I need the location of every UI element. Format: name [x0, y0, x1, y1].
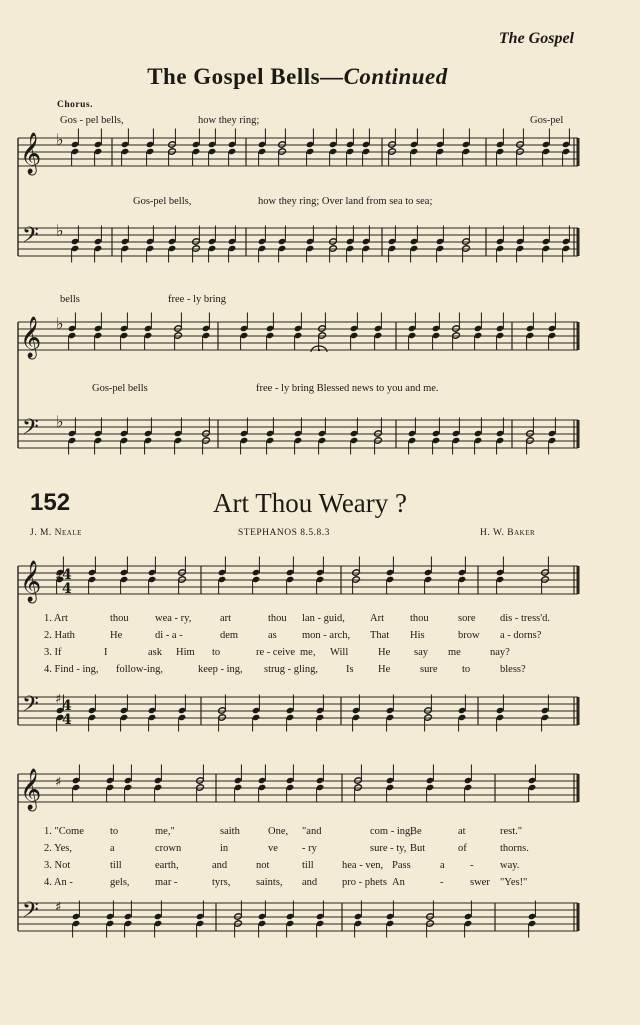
verse-word: in — [220, 843, 229, 854]
verse-word: 2. Yes, — [44, 843, 73, 854]
verse-word: till — [110, 860, 122, 871]
verse-word: a — [440, 860, 445, 871]
verse-word: di - a - — [155, 630, 183, 641]
verse-word: brow — [458, 630, 480, 641]
song2-title: Art Thou Weary ? — [212, 488, 408, 518]
verse-word: wea - ry, — [155, 613, 192, 624]
verse-word: - — [470, 860, 474, 871]
hymn-number: 152 — [30, 489, 71, 516]
verse-word: to — [110, 826, 119, 837]
treble-clef: 𝄞 — [20, 561, 42, 602]
verse-word: not — [256, 860, 270, 871]
verse-word: pro - phets — [342, 877, 387, 888]
flat-sign: ♭ — [56, 130, 64, 149]
verse-word: art — [220, 613, 232, 624]
s1-lyric-top: free - ly bring — [168, 294, 227, 305]
treble-clef: 𝄞 — [20, 769, 42, 810]
verse-word: way. — [500, 860, 520, 871]
verse-word: Is — [346, 664, 354, 675]
bass-clef: 𝄢 — [22, 898, 39, 928]
verse-word: "Yes!" — [500, 877, 528, 888]
verse-word: thorns. — [500, 843, 529, 854]
verse-word: me — [448, 647, 461, 658]
verse-word: to — [462, 664, 471, 675]
verse-word: 3. Not — [44, 860, 71, 871]
sharp-sign: ♯ — [55, 900, 62, 915]
verse-word: Be — [410, 826, 422, 837]
verse-word: 4. Find - ing, — [44, 664, 99, 675]
treble-clef: 𝄞 — [20, 133, 42, 174]
song1-title-continued: Continued — [343, 64, 448, 89]
verse-word: and — [212, 860, 228, 871]
verse-word: "and — [302, 826, 322, 837]
verse-word: a - dorns? — [500, 630, 542, 641]
bass-clef: 𝄢 — [22, 223, 39, 253]
flat-sign: ♭ — [56, 314, 64, 333]
song1-title-main: The Gospel Bells— — [147, 64, 344, 89]
verse-word: swer — [470, 877, 490, 888]
verse-word: - — [440, 877, 444, 888]
bass-clef: 𝄢 — [22, 692, 39, 722]
verse-word: till — [302, 860, 314, 871]
s1-lyric-mid: free - ly bring Blessed news to you and me. — [256, 383, 439, 394]
verse-word: Will — [330, 647, 349, 658]
verse-word: thou — [110, 613, 129, 624]
time-signature: 4 — [62, 567, 72, 583]
verse-word: But — [410, 843, 426, 854]
s1-lyric-top: Gos-pel — [530, 115, 564, 126]
sharp-sign: ♯ — [55, 692, 62, 707]
s1-lyric-top: Gos - pel bells, — [60, 115, 124, 126]
verse-word: crown — [155, 843, 182, 854]
verse-word: He — [378, 664, 391, 675]
verse-word: of — [458, 843, 467, 854]
verse-word: at — [458, 826, 466, 837]
section-header: The Gospel — [498, 30, 574, 47]
verse-word: dem — [220, 630, 239, 641]
composer-credit: H. W. Baker — [480, 528, 536, 538]
verse-word: follow-ing, — [116, 664, 163, 675]
verse-word: ask — [148, 647, 162, 658]
verse-word: 3. If — [44, 647, 62, 658]
verse-word: 2. Hath — [44, 630, 75, 641]
verse-word: thou — [268, 613, 287, 624]
verse-word: me," — [155, 826, 175, 837]
verse-word: Art — [370, 613, 384, 624]
tune-credit: STEPHANOS 8.5.8.3 — [238, 528, 330, 538]
bass-clef: 𝄢 — [22, 415, 39, 445]
verse-word: to — [212, 647, 221, 658]
verse-word: thou — [410, 613, 429, 624]
s1-lyric-top: how they ring; — [198, 115, 260, 126]
verse-word: That — [370, 630, 390, 641]
verse-word: I — [104, 647, 108, 658]
verse-word: re - ceive — [256, 647, 296, 658]
verse-word: say — [414, 647, 428, 658]
sharp-sign: ♯ — [55, 775, 62, 790]
verse-word: 1. Art — [44, 613, 68, 624]
verse-word: as — [268, 630, 277, 641]
verse-word: tyrs, — [212, 877, 231, 888]
s1-lyric-mid: Gos-pel bells — [92, 383, 148, 394]
verse-word: mon - arch, — [302, 630, 351, 641]
verse-word: saints, — [256, 877, 283, 888]
sharp-sign: ♯ — [55, 569, 62, 584]
verse-word: He — [378, 647, 391, 658]
verse-word: He — [110, 630, 123, 641]
verse-word: His — [410, 630, 425, 641]
verse-word: me, — [300, 647, 316, 658]
verse-word: bless? — [500, 664, 526, 675]
treble-clef: 𝄞 — [20, 317, 42, 358]
time-signature: 4 — [62, 581, 72, 597]
verse-word: and — [302, 877, 318, 888]
verse-word: mar - — [155, 877, 178, 888]
verse-word: a — [110, 843, 115, 854]
flat-sign: ♭ — [56, 412, 64, 431]
verse-word: hea - ven, — [342, 860, 384, 871]
verse-word: nay? — [490, 647, 510, 658]
verse-word: earth, — [155, 860, 179, 871]
verse-word: strug - gling, — [264, 664, 318, 675]
verse-word: ve — [268, 843, 278, 854]
s1-lyric-top: bells — [60, 294, 80, 305]
verse-word: keep - ing, — [198, 664, 243, 675]
author-credit: J. M. Neale — [30, 528, 82, 538]
verse-word: 4. An - — [44, 877, 73, 888]
verse-word: gels, — [110, 877, 130, 888]
flat-sign: ♭ — [56, 221, 64, 240]
verse-word: rest." — [500, 826, 523, 837]
verse-word: saith — [220, 826, 240, 837]
verse-word: Him — [176, 647, 195, 658]
verse-word: sure — [420, 664, 438, 675]
verse-word: 1. "Come — [44, 826, 84, 837]
verse-word: sure - ty, — [370, 843, 407, 854]
verse-word: dis - tress'd. — [500, 613, 551, 624]
fermata-dot — [318, 349, 320, 351]
verse-word: lan - guid, — [302, 613, 345, 624]
chorus-label: Chorus. — [57, 100, 93, 110]
verse-word: - ry — [302, 843, 317, 854]
s1-lyric-mid: how they ring; Over land from sea to sea; — [258, 196, 433, 207]
s1-lyric-mid: Gos-pel bells, — [133, 196, 192, 207]
verse-word: An — [392, 877, 405, 888]
verse-word: One, — [268, 826, 289, 837]
verse-word: Pass — [392, 860, 411, 871]
time-signature: 4 — [62, 712, 72, 728]
verse-word: com - ing, — [370, 826, 413, 837]
time-signature: 4 — [62, 698, 72, 714]
verse-word: sore — [458, 613, 476, 624]
